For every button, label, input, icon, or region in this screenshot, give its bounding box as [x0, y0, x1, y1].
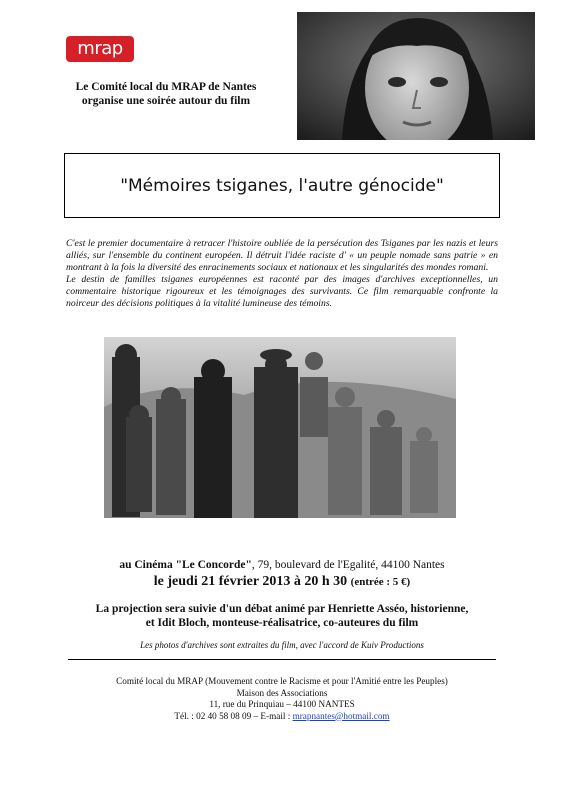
event-date-line [40, 573, 524, 591]
venue-line [40, 558, 524, 572]
debate-info [60, 602, 504, 630]
footer-address: 11, rue du Prinquiau – 44100 NANTES [209, 699, 355, 709]
footer-phone: Tél. : 02 40 58 08 09 – E-mail : [174, 710, 293, 721]
intro-line-1: Le Comité local du MRAP de Nantes [75, 81, 257, 93]
portrait-image [297, 12, 535, 140]
mrap-logo: mrap [66, 36, 134, 62]
intro-line-2: organise une soirée autour du film [81, 95, 251, 107]
email-link[interactable]: mrapnantes@hotmail.com [292, 710, 390, 721]
footer-contact-line [40, 711, 524, 723]
archive-group-photo [104, 337, 456, 518]
entry-fee: (entrée : 5 €) [350, 576, 411, 588]
footer-divider [68, 659, 496, 660]
venue-address: , 79, boulevard de l'Egalité, 44100 Nantes [251, 559, 445, 571]
debate-line-2: et Idit Bloch, monteuse-réalisatrice, co-auteures du film [145, 617, 419, 629]
film-description [66, 238, 498, 310]
footer-org-name: Comité local du MRAP (Mouvement contre le Racisme et pour l'Amitié entre les Peuples) [116, 676, 448, 686]
description-paragraph-2: Le destin de familles tsiganes européennes est raconté par des images d'archives exceptionnelles, un commentaire historique rigoureux et les témoignages des survivants. Ce film remarquable confronte la noirceur des décisions politiques à la vitalité lumineuse des témoins. [66, 274, 498, 309]
organizer-intro [66, 80, 266, 108]
archive-photo-image [104, 337, 456, 518]
film-title-box [64, 153, 500, 218]
girl-portrait-photo [297, 12, 535, 140]
footer-contact [40, 676, 524, 722]
venue-prefix: au Cinéma [119, 559, 173, 571]
footer-venue: Maison des Associations [236, 687, 328, 698]
venue-name: "Le Concorde" [175, 559, 252, 571]
film-title: "Mémoires tsiganes, l'autre génocide" [120, 175, 444, 196]
event-date: le jeudi 21 février 2013 à 20 h 30 [153, 574, 348, 589]
debate-line-1: La projection sera suivie d'un débat animé par Henriette Asséo, historienne, [95, 603, 469, 615]
photo-credits: Les photos d'archives sont extraites du film, avec l'accord de Kuiv Productions [140, 640, 424, 650]
description-paragraph-1: C'est le premier documentaire à retracer l'histoire oubliée de la persécution des Tsiganes par les nazis et leurs alliés, sur l'ensemble du continent européen. Il détruit l'idée raciste d' « un peuple nomade sans patrie » en montrant à la fois la diversité des enracinements sociaux et nationaux et les singularités des mondes romani. [66, 238, 498, 273]
